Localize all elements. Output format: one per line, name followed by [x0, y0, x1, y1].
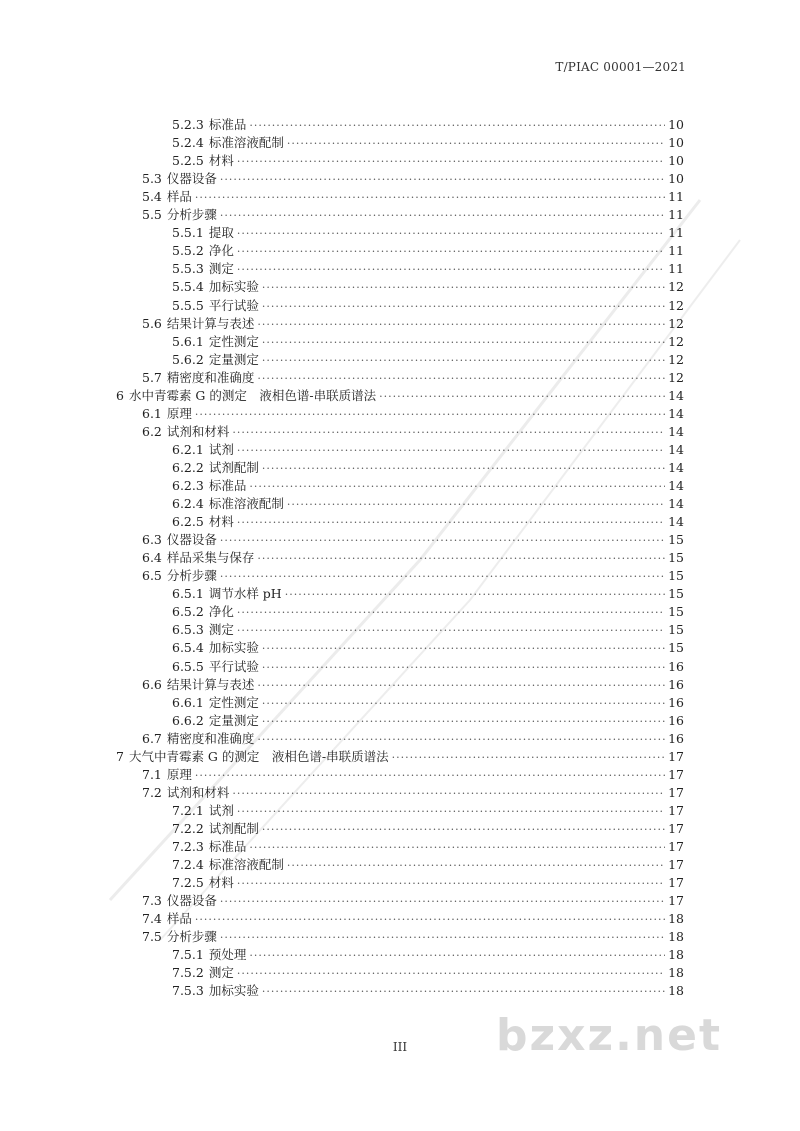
toc-leader-dots [195, 911, 665, 929]
toc-entry[interactable] [172, 964, 684, 982]
toc-entry-page: 11 [668, 261, 684, 277]
toc-entry[interactable] [172, 856, 684, 874]
toc-entry-page: 17 [668, 875, 684, 891]
toc-entry-number: 5.5.1 [172, 225, 204, 241]
toc-leader-dots [237, 261, 665, 279]
toc-entry-title: 原理 [166, 766, 192, 782]
toc-entry-number: 5.6.1 [172, 333, 204, 349]
toc-entry-title: 标准溶液配制 [208, 496, 284, 512]
toc-entry-number: 5.2.5 [172, 153, 204, 169]
toc-entry-number: 6.6.2 [172, 712, 204, 728]
toc-entry-title: 样品采集与保存 [166, 550, 255, 566]
toc-entry-title: 测定 [208, 261, 234, 277]
toc-entry-page: 15 [668, 640, 684, 656]
toc-leader-dots [220, 207, 665, 225]
toc-leader-dots [262, 821, 665, 839]
toc-entry-number: 5.5.5 [172, 297, 204, 313]
toc-entry-page: 17 [668, 893, 684, 909]
toc-entry[interactable] [172, 242, 684, 260]
toc-entry-title: 试剂和材料 [166, 423, 230, 439]
toc-entry-title: 标准品 [208, 478, 247, 493]
toc-entry-page: 11 [668, 189, 684, 205]
toc-entry[interactable] [172, 585, 684, 603]
toc-entry[interactable] [172, 477, 684, 495]
toc-entry-title: 标准品 [208, 839, 247, 854]
toc-entry-number: 6.3 [142, 532, 162, 548]
toc-entry-number: 6.2.3 [172, 478, 204, 493]
toc-entry[interactable] [172, 152, 684, 170]
toc-entry-page: 17 [668, 748, 684, 764]
toc-entry-title: 加标实验 [208, 279, 259, 295]
toc-entry-title: 定量测定 [208, 712, 259, 728]
toc-entry-number: 6.6 [142, 676, 162, 692]
toc-entry-title: 结果计算与表述 [166, 315, 255, 331]
toc-leader-dots [232, 785, 665, 803]
toc-entry-title: 大气中青霉素 G 的测定 液相色谱-串联质谱法 [128, 748, 389, 764]
toc-entry-page: 16 [668, 694, 684, 710]
toc-entry-title: 仪器设备 [166, 893, 217, 909]
toc-entry-page: 14 [668, 496, 684, 512]
toc-leader-dots [237, 803, 665, 821]
toc-entry-page: 11 [668, 243, 684, 259]
toc-entry-page: 18 [668, 983, 684, 999]
toc-entry-number: 5.6 [142, 315, 162, 331]
toc-leader-dots [249, 947, 665, 965]
toc-entry[interactable] [142, 766, 684, 784]
toc-entry[interactable] [142, 188, 684, 206]
toc-leader-dots [285, 586, 665, 604]
toc-entry[interactable] [172, 874, 684, 892]
toc-entry-page: 18 [668, 947, 684, 963]
toc-entry-page: 16 [668, 712, 684, 728]
toc-entry[interactable] [172, 260, 684, 278]
toc-leader-dots [237, 153, 665, 171]
toc-entry-page: 14 [668, 459, 684, 475]
toc-leader-dots [257, 731, 665, 749]
toc-entry-title: 分析步骤 [166, 568, 217, 584]
toc-entry-title: 定量测定 [208, 351, 259, 367]
toc-entry[interactable] [142, 892, 684, 910]
toc-entry[interactable] [116, 748, 684, 766]
toc-leader-dots [392, 749, 665, 767]
toc-entry-title: 材料 [208, 153, 234, 169]
toc-entry-number: 6.5.2 [172, 604, 204, 620]
toc-entry-number: 6.5.1 [172, 586, 204, 602]
toc-entry-page: 12 [668, 279, 684, 295]
toc-entry-number: 6.4 [142, 550, 162, 566]
page-number: III [392, 1040, 408, 1054]
toc-leader-dots [237, 442, 665, 460]
toc-entry-number: 7.2 [142, 784, 162, 800]
toc-leader-dots [220, 171, 665, 189]
toc-entry-page: 15 [668, 550, 684, 566]
toc-entry-number: 6.1 [142, 405, 162, 421]
toc-entry-title: 分析步骤 [166, 929, 217, 945]
toc-leader-dots [257, 316, 665, 334]
toc-entry-page: 10 [668, 171, 684, 187]
toc-entry-title: 平行试验 [208, 658, 259, 674]
toc-entry-number: 7.5.1 [172, 947, 204, 963]
toc-entry-page: 17 [668, 839, 684, 854]
toc-entry-number: 6 [116, 387, 124, 403]
toc-leader-dots [195, 767, 665, 785]
toc-entry[interactable] [172, 513, 684, 531]
toc-entry[interactable] [172, 820, 684, 838]
toc-entry-number: 6.7 [142, 730, 162, 746]
toc-entry-page: 17 [668, 802, 684, 818]
toc-leader-dots [287, 496, 665, 514]
toc-leader-dots [262, 460, 665, 478]
toc-entry-number: 5.6.2 [172, 351, 204, 367]
toc-leader-dots [220, 532, 665, 550]
toc-entry-page: 14 [668, 441, 684, 457]
toc-leader-dots [257, 370, 665, 388]
toc-entry-title: 精密度和准确度 [166, 369, 255, 385]
toc-entry[interactable] [142, 531, 684, 549]
toc-entry-number: 5.5.3 [172, 261, 204, 277]
toc-leader-dots [249, 478, 665, 496]
toc-entry-number: 6.2 [142, 423, 162, 439]
toc-leader-dots [287, 135, 665, 153]
toc-leader-dots [262, 713, 665, 731]
toc-entry-title: 预处理 [208, 947, 247, 963]
toc-entry[interactable] [172, 495, 684, 513]
toc-entry-page: 15 [668, 604, 684, 620]
site-watermark: bzxz.net [495, 1010, 722, 1061]
toc-entry-number: 5.5.4 [172, 279, 204, 295]
toc-entry-title: 定性测定 [208, 694, 259, 710]
toc-entry-title: 精密度和准确度 [166, 730, 255, 746]
toc-entry-number: 6.5 [142, 568, 162, 584]
toc-entry[interactable] [172, 297, 684, 315]
toc-entry[interactable] [172, 351, 684, 369]
toc-leader-dots [262, 983, 665, 1001]
toc-leader-dots [220, 893, 665, 911]
toc-entry-page: 14 [668, 478, 684, 493]
toc-leader-dots [237, 622, 665, 640]
toc-entry-number: 5.2.3 [172, 117, 204, 132]
toc-entry-page: 12 [668, 333, 684, 349]
toc-entry[interactable] [116, 387, 684, 405]
toc-entry-title: 样品 [166, 189, 192, 205]
toc-leader-dots [195, 406, 665, 424]
toc-entry[interactable] [172, 621, 684, 639]
toc-entry[interactable] [142, 206, 684, 224]
toc-entry[interactable] [142, 315, 684, 333]
toc-entry-page: 17 [668, 857, 684, 873]
toc-leader-dots [257, 677, 665, 695]
toc-entry-page: 14 [668, 405, 684, 421]
toc-entry[interactable] [142, 928, 684, 946]
toc-entry-title: 试剂配制 [208, 459, 259, 475]
toc-entry-title: 加标实验 [208, 640, 259, 656]
toc-entry[interactable] [172, 658, 684, 676]
toc-entry[interactable] [172, 224, 684, 242]
toc-entry-title: 材料 [208, 514, 234, 530]
toc-entry-page: 12 [668, 351, 684, 367]
toc-entry-page: 12 [668, 315, 684, 331]
toc-leader-dots [287, 857, 665, 875]
toc-entry-page: 17 [668, 784, 684, 800]
toc-entry-number: 5.5 [142, 207, 162, 223]
toc-entry-page: 10 [668, 117, 684, 132]
toc-entry-page: 17 [668, 766, 684, 782]
toc-leader-dots [262, 640, 665, 658]
toc-entry-number: 6.2.1 [172, 441, 204, 457]
toc-entry[interactable] [172, 333, 684, 351]
toc-entry-title: 定性测定 [208, 333, 259, 349]
toc-entry-number: 5.5.2 [172, 243, 204, 259]
toc-entry-number: 6.6.1 [172, 694, 204, 710]
toc-entry-number: 7.5.2 [172, 965, 204, 981]
toc-entry-number: 6.2.4 [172, 496, 204, 512]
toc-leader-dots [220, 568, 665, 586]
toc-entry-number: 5.7 [142, 369, 162, 385]
toc-leader-dots [237, 514, 665, 532]
toc-entry-number: 7.2.5 [172, 875, 204, 891]
toc-leader-dots [257, 550, 665, 568]
toc-entry-page: 16 [668, 730, 684, 746]
toc-entry-number: 7.1 [142, 766, 162, 782]
toc-entry[interactable] [142, 730, 684, 748]
toc-leader-dots [237, 604, 665, 622]
toc-leader-dots [195, 189, 665, 207]
toc-entry-title: 原理 [166, 405, 192, 421]
toc-entry-page: 17 [668, 820, 684, 836]
toc-entry[interactable] [172, 134, 684, 152]
toc-leader-dots [262, 334, 665, 352]
toc-entry[interactable] [172, 982, 684, 1000]
toc-entry-number: 7.5.3 [172, 983, 204, 999]
toc-entry-page: 15 [668, 586, 684, 602]
toc-entry-number: 7 [116, 748, 124, 764]
toc-entry[interactable] [172, 459, 684, 477]
toc-entry-title: 材料 [208, 875, 234, 891]
toc-entry-page: 15 [668, 622, 684, 638]
toc-entry[interactable] [172, 712, 684, 730]
toc-entry[interactable] [142, 405, 684, 423]
toc-entry-title: 标准品 [208, 117, 247, 132]
toc-entry-title: 净化 [208, 604, 234, 620]
toc-leader-dots [237, 965, 665, 983]
toc-leader-dots [262, 352, 665, 370]
toc-entry-page: 12 [668, 297, 684, 313]
toc-entry[interactable] [142, 784, 684, 802]
toc-entry-title: 标准溶液配制 [208, 135, 284, 151]
toc-entry-title: 仪器设备 [166, 532, 217, 548]
toc-entry-page: 11 [668, 207, 684, 223]
toc-entry-page: 14 [668, 514, 684, 530]
toc-entry-page: 10 [668, 135, 684, 151]
toc-entry-title: 调节水样 pH [208, 586, 282, 602]
toc-entry-number: 7.4 [142, 911, 162, 927]
toc-entry-title: 加标实验 [208, 983, 259, 999]
toc-entry[interactable] [172, 116, 684, 134]
toc-entry-page: 18 [668, 911, 684, 927]
toc-entry-number: 7.2.1 [172, 802, 204, 818]
toc-entry-number: 5.2.4 [172, 135, 204, 151]
toc-entry-title: 测定 [208, 965, 234, 981]
toc-entry-page: 10 [668, 153, 684, 169]
toc-entry-title: 标准溶液配制 [208, 857, 284, 873]
toc-entry[interactable] [172, 603, 684, 621]
toc-entry-number: 5.3 [142, 171, 162, 187]
toc-entry[interactable] [172, 802, 684, 820]
toc-entry-title: 分析步骤 [166, 207, 217, 223]
toc-leader-dots [249, 117, 665, 135]
toc-entry[interactable] [172, 946, 684, 964]
toc-leader-dots [237, 875, 665, 893]
toc-entry-number: 6.5.5 [172, 658, 204, 674]
toc-entry[interactable] [142, 170, 684, 188]
toc-entry-title: 试剂 [208, 802, 234, 818]
toc-leader-dots [262, 279, 665, 297]
toc-entry-number: 6.5.3 [172, 622, 204, 638]
toc-entry[interactable] [142, 369, 684, 387]
toc-entry-page: 14 [668, 423, 684, 439]
toc-entry-number: 7.2.3 [172, 839, 204, 854]
toc-entry-title: 试剂配制 [208, 820, 259, 836]
toc-leader-dots [237, 243, 665, 261]
toc-entry[interactable] [172, 441, 684, 459]
toc-entry-number: 7.2.4 [172, 857, 204, 873]
toc-entry[interactable] [172, 838, 684, 856]
toc-leader-dots [262, 659, 665, 677]
toc-entry-title: 仪器设备 [166, 171, 217, 187]
toc-entry-title: 测定 [208, 622, 234, 638]
toc-entry[interactable] [172, 639, 684, 657]
toc-leader-dots [232, 424, 665, 442]
toc-leader-dots [249, 839, 665, 857]
toc-entry-title: 净化 [208, 243, 234, 259]
toc-entry-title: 试剂 [208, 441, 234, 457]
toc-entry-number: 7.3 [142, 893, 162, 909]
toc-entry-page: 18 [668, 929, 684, 945]
toc-entry-page: 15 [668, 568, 684, 584]
toc-entry-title: 提取 [208, 225, 234, 241]
toc-entry-number: 7.5 [142, 929, 162, 945]
toc-leader-dots [262, 695, 665, 713]
toc-entry[interactable] [142, 910, 684, 928]
toc-leader-dots [379, 388, 665, 406]
toc-entry-title: 试剂和材料 [166, 784, 230, 800]
toc-entry-number: 6.2.5 [172, 514, 204, 530]
toc-entry-page: 12 [668, 369, 684, 385]
toc-entry-number: 6.5.4 [172, 640, 204, 656]
toc-entry-number: 6.2.2 [172, 459, 204, 475]
toc-entry-page: 14 [668, 387, 684, 403]
toc-entry-title: 水中青霉素 G 的测定 液相色谱-串联质谱法 [128, 387, 377, 403]
toc-entry-page: 11 [668, 225, 684, 241]
toc-entry-page: 18 [668, 965, 684, 981]
toc-entry-title: 平行试验 [208, 297, 259, 313]
toc-entry-page: 16 [668, 658, 684, 674]
toc-entry[interactable] [142, 423, 684, 441]
toc-entry-title: 样品 [166, 911, 192, 927]
document-code: T/PIAC 00001—2021 [555, 60, 686, 74]
toc-entry[interactable] [172, 694, 684, 712]
toc-entry[interactable] [172, 278, 684, 296]
toc-entry-number: 5.4 [142, 189, 162, 205]
toc-entry[interactable] [142, 676, 684, 694]
toc-entry-title: 结果计算与表述 [166, 676, 255, 692]
toc-leader-dots [220, 929, 665, 947]
toc-entry[interactable] [142, 549, 684, 567]
toc-entry-number: 7.2.2 [172, 820, 204, 836]
toc-entry-page: 16 [668, 676, 684, 692]
toc-leader-dots [237, 225, 665, 243]
toc-entry[interactable] [142, 567, 684, 585]
toc-leader-dots [262, 298, 665, 316]
toc-entry-page: 15 [668, 532, 684, 548]
